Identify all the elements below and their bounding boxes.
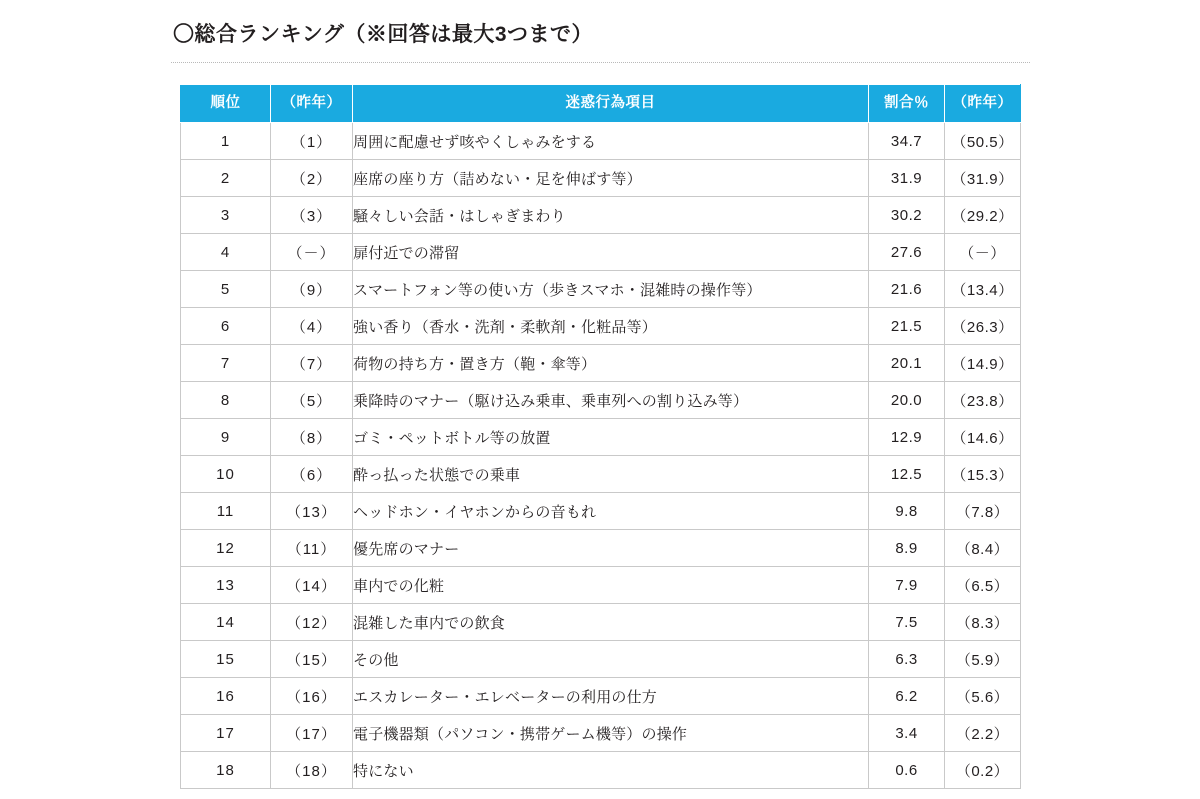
table-row [181, 530, 1021, 567]
cell-pct-last: （23.8） [945, 382, 1021, 419]
cell-pct-last: （－） [945, 234, 1021, 271]
cell-pct: 6.3 [869, 641, 945, 678]
table-row [181, 715, 1021, 752]
cell-rank: 17 [181, 715, 271, 752]
cell-pct: 6.2 [869, 678, 945, 715]
cell-last-rank: （5） [271, 382, 353, 419]
cell-last-rank: （17） [271, 715, 353, 752]
cell-item: 座席の座り方（詰めない・足を伸ばす等） [353, 160, 869, 197]
cell-pct-last: （5.6） [945, 678, 1021, 715]
column-header-rank: 順位 [181, 85, 271, 123]
cell-pct: 30.2 [869, 197, 945, 234]
cell-last-rank: （4） [271, 308, 353, 345]
table-row [181, 160, 1021, 197]
cell-rank: 3 [181, 197, 271, 234]
cell-item: 強い香り（香水・洗剤・柔軟剤・化粧品等） [353, 308, 869, 345]
cell-rank: 1 [181, 123, 271, 160]
cell-item: 乗降時のマナー（駆け込み乗車、乗車列への割り込み等） [353, 382, 869, 419]
table-row [181, 678, 1021, 715]
cell-rank: 2 [181, 160, 271, 197]
cell-last-rank: （8） [271, 419, 353, 456]
cell-rank: 14 [181, 604, 271, 641]
title-divider [171, 62, 1030, 63]
table-row [181, 234, 1021, 271]
cell-item: ゴミ・ペットボトル等の放置 [353, 419, 869, 456]
cell-rank: 16 [181, 678, 271, 715]
cell-item: 扉付近での滞留 [353, 234, 869, 271]
cell-rank: 4 [181, 234, 271, 271]
cell-item: 騒々しい会話・はしゃぎまわり [353, 197, 869, 234]
cell-pct: 3.4 [869, 715, 945, 752]
cell-last-rank: （12） [271, 604, 353, 641]
cell-pct-last: （5.9） [945, 641, 1021, 678]
cell-pct: 12.5 [869, 456, 945, 493]
table-row [181, 308, 1021, 345]
cell-item: 特にない [353, 752, 869, 789]
cell-item: 電子機器類（パソコン・携帯ゲーム機等）の操作 [353, 715, 869, 752]
table-header-row [181, 85, 1021, 123]
table-row [181, 419, 1021, 456]
cell-item: その他 [353, 641, 869, 678]
cell-pct-last: （6.5） [945, 567, 1021, 604]
cell-rank: 15 [181, 641, 271, 678]
cell-pct-last: （14.6） [945, 419, 1021, 456]
ranking-table-container [180, 84, 1020, 789]
cell-rank: 13 [181, 567, 271, 604]
cell-rank: 9 [181, 419, 271, 456]
cell-pct: 21.5 [869, 308, 945, 345]
column-header-last-rank: （昨年） [271, 85, 353, 123]
cell-rank: 8 [181, 382, 271, 419]
cell-pct-last: （15.3） [945, 456, 1021, 493]
cell-pct-last: （26.3） [945, 308, 1021, 345]
cell-pct-last: （31.9） [945, 160, 1021, 197]
cell-pct: 0.6 [869, 752, 945, 789]
table-row [181, 382, 1021, 419]
page-title: 〇総合ランキング（※回答は最大3つまで） [173, 23, 594, 46]
cell-pct-last: （13.4） [945, 271, 1021, 308]
table-row [181, 641, 1021, 678]
cell-pct: 20.0 [869, 382, 945, 419]
cell-last-rank: （1） [271, 123, 353, 160]
table-row [181, 197, 1021, 234]
table-row [181, 752, 1021, 789]
cell-pct: 21.6 [869, 271, 945, 308]
cell-pct-last: （8.3） [945, 604, 1021, 641]
table-body [181, 123, 1021, 789]
cell-item: 混雑した車内での飲食 [353, 604, 869, 641]
cell-pct: 12.9 [869, 419, 945, 456]
cell-last-rank: （16） [271, 678, 353, 715]
cell-pct-last: （14.9） [945, 345, 1021, 382]
table-row [181, 456, 1021, 493]
cell-rank: 5 [181, 271, 271, 308]
cell-item: 優先席のマナー [353, 530, 869, 567]
cell-pct-last: （8.4） [945, 530, 1021, 567]
cell-last-rank: （3） [271, 197, 353, 234]
cell-item: 周囲に配慮せず咳やくしゃみをする [353, 123, 869, 160]
cell-last-rank: （14） [271, 567, 353, 604]
column-header-pct: 割合％ [869, 85, 945, 123]
table-row [181, 123, 1021, 160]
cell-pct: 7.9 [869, 567, 945, 604]
table-header [181, 85, 1021, 123]
table-row [181, 271, 1021, 308]
cell-rank: 7 [181, 345, 271, 382]
table-row [181, 493, 1021, 530]
cell-item: エスカレーター・エレベーターの利用の仕方 [353, 678, 869, 715]
cell-pct: 9.8 [869, 493, 945, 530]
cell-rank: 11 [181, 493, 271, 530]
cell-pct: 8.9 [869, 530, 945, 567]
cell-pct: 7.5 [869, 604, 945, 641]
cell-pct-last: （29.2） [945, 197, 1021, 234]
cell-pct-last: （50.5） [945, 123, 1021, 160]
cell-last-rank: （13） [271, 493, 353, 530]
cell-last-rank: （9） [271, 271, 353, 308]
column-header-pct-last: （昨年） [945, 85, 1021, 123]
cell-last-rank: （18） [271, 752, 353, 789]
cell-last-rank: （11） [271, 530, 353, 567]
cell-pct-last: （7.8） [945, 493, 1021, 530]
cell-pct: 31.9 [869, 160, 945, 197]
cell-item: 荷物の持ち方・置き方（鞄・傘等） [353, 345, 869, 382]
cell-pct: 20.1 [869, 345, 945, 382]
cell-last-rank: （－） [271, 234, 353, 271]
cell-rank: 6 [181, 308, 271, 345]
cell-last-rank: （2） [271, 160, 353, 197]
cell-item: 車内での化粧 [353, 567, 869, 604]
cell-last-rank: （7） [271, 345, 353, 382]
cell-last-rank: （15） [271, 641, 353, 678]
cell-pct-last: （0.2） [945, 752, 1021, 789]
table-row [181, 567, 1021, 604]
cell-rank: 10 [181, 456, 271, 493]
column-header-item: 迷惑行為項目 [353, 85, 869, 123]
cell-last-rank: （6） [271, 456, 353, 493]
cell-pct: 34.7 [869, 123, 945, 160]
cell-item: ヘッドホン・イヤホンからの音もれ [353, 493, 869, 530]
cell-pct: 27.6 [869, 234, 945, 271]
table-row [181, 604, 1021, 641]
ranking-table [180, 84, 1021, 789]
cell-rank: 12 [181, 530, 271, 567]
cell-item: 酔っ払った状態での乗車 [353, 456, 869, 493]
cell-item: スマートフォン等の使い方（歩きスマホ・混雑時の操作等） [353, 271, 869, 308]
cell-rank: 18 [181, 752, 271, 789]
cell-pct-last: （2.2） [945, 715, 1021, 752]
table-row [181, 345, 1021, 382]
